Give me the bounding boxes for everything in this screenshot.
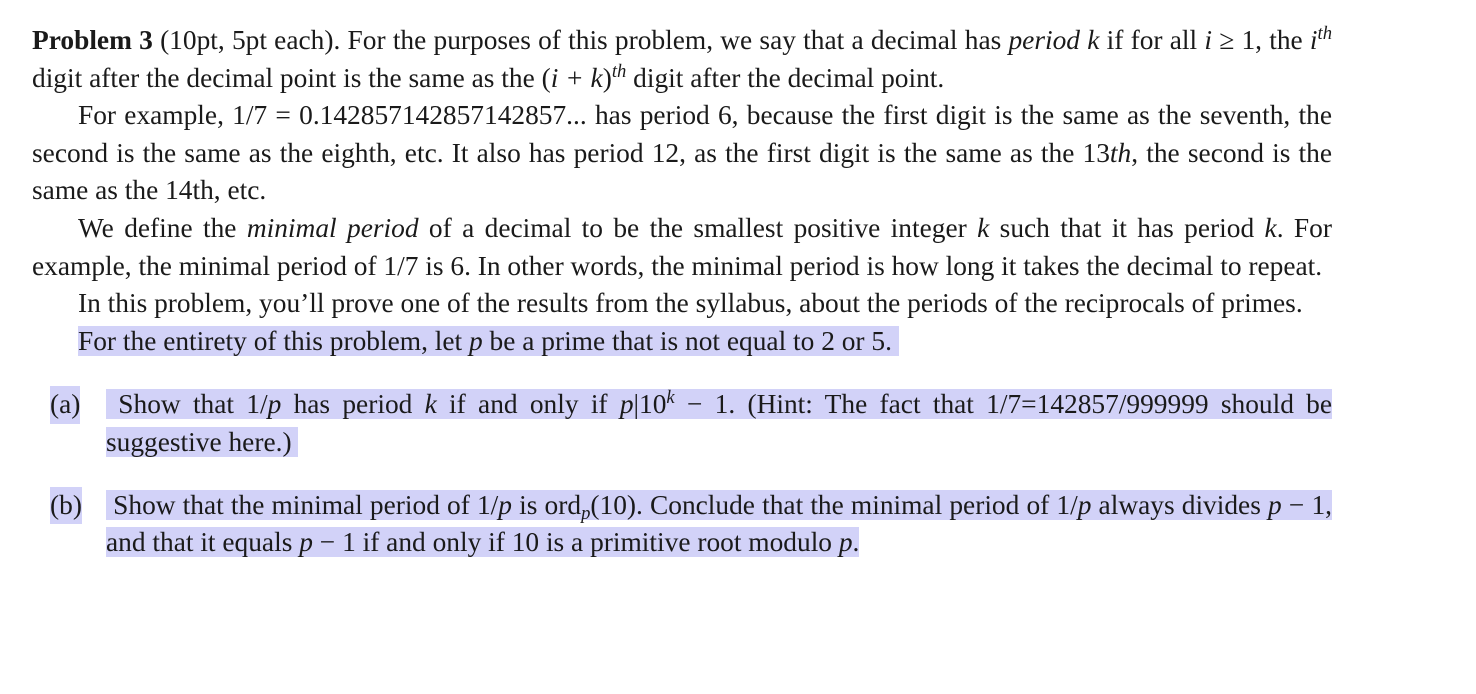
term-minimal-period: minimal period bbox=[246, 212, 419, 243]
problem-intro-paragraph: Problem 3 (10pt, 5pt each). For the purposes of this problem, we say that a decimal has period k if for all i ≥ 1, the $i^{th}$ digit after the decimal point is the same as the $(i + k)^{th}$ digit after the decimal point. bbox=[32, 22, 1333, 93]
part-a-label: (a) bbox=[50, 386, 80, 424]
part-b-label: (b) bbox=[50, 487, 82, 525]
definition-paragraph: We define the minimal period of a decimal to be the smallest positive integer k such that it has period k. For example, the minimal period of 1/7 is 6. In other words, the minimal period is how long it takes the decimal to repeat. bbox=[32, 212, 1332, 281]
context-paragraph: In this problem, you’ll prove one of the results from the syllabus, about the periods of the reciprocals of primes. bbox=[78, 288, 1303, 319]
problem-points: (10pt, 5pt each). bbox=[160, 25, 341, 55]
part-a-text: Show that 1/p has period k if and only if $p|10^k - 1$. (Hint: The fact that 1/7=142857/999999 should be suggestive here.) bbox=[106, 387, 1333, 457]
problem-heading: Problem 3 bbox=[32, 25, 153, 55]
part-a bbox=[50, 386, 1332, 461]
example-paragraph: For example, 1/7 = 0.142857142857142857... has period 6, because the first digit is the same as the seventh, the second is the same as the eighth, etc. It also has period 12, as the first digit is the same as the 13th, the second is the same as the 14th, etc. bbox=[32, 100, 1332, 206]
part-b-text: Show that the minimal period of 1/p is ord$_p$(10). Conclude that the minimal period of 1/p always divides p − 1, and that it equals p − 1 if and only if 10 is a primitive root modulo p. bbox=[106, 489, 1332, 558]
problem-document bbox=[32, 22, 1332, 562]
assumption-paragraph bbox=[32, 323, 1332, 361]
term-period: period bbox=[1008, 25, 1080, 55]
highlighted-assumption: For the entirety of this problem, let p be a prime that is not equal to 2 or 5. bbox=[78, 326, 899, 356]
part-b bbox=[50, 487, 1332, 562]
